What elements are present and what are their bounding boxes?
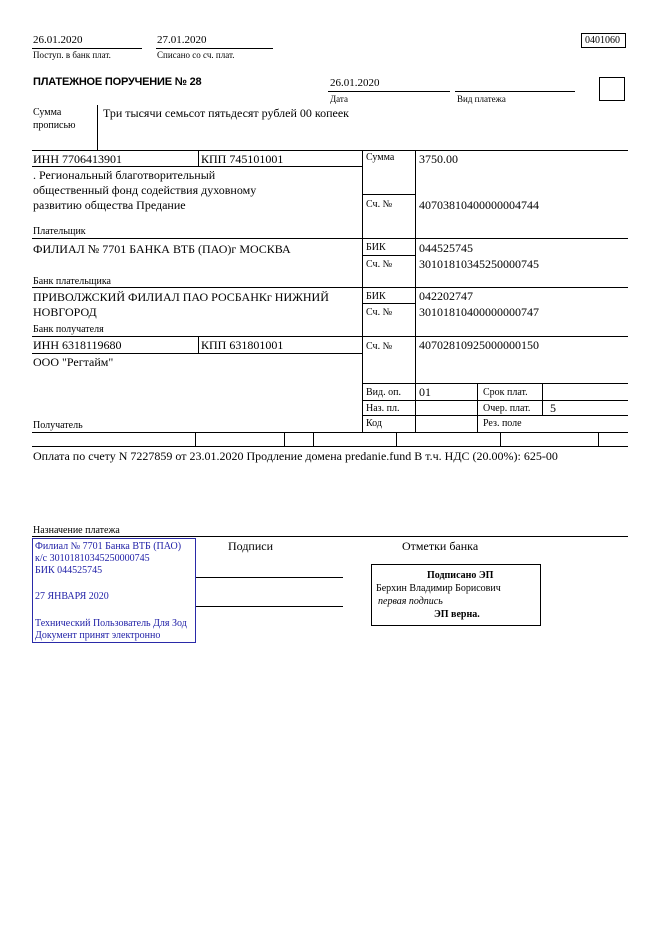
ep-title: Подписано ЭП	[427, 570, 494, 581]
payer-account-label: Сч. №	[366, 199, 393, 210]
sum-label: Сумма	[366, 152, 395, 163]
ocher-plat: 5	[550, 401, 556, 415]
stamp-line-3: БИК 044525745	[35, 565, 103, 576]
payer-kpp: КПП 745101001	[201, 152, 284, 166]
ep-signature-stamp	[371, 564, 541, 626]
purpose-label: Назначение платежа	[33, 525, 120, 536]
bank-acceptance-stamp	[32, 538, 196, 643]
payee-inn: ИНН 6318119680	[33, 338, 122, 352]
ocher-plat-label: Очер. плат.	[483, 403, 531, 414]
ep-signer-role: первая подпись	[378, 596, 443, 607]
vid-op: 01	[419, 385, 431, 399]
naz-pl-label: Наз. пл.	[366, 403, 400, 414]
ep-signer-name: Берхин Владимир Борисович	[376, 583, 501, 594]
payer-name-line-2: общественный фонд содействия духовному	[33, 183, 257, 197]
payee-label: Получатель	[33, 420, 83, 431]
signatures-label: Подписи	[228, 539, 274, 553]
stamp-line-1: Филиал № 7701 Банка ВТБ (ПАО)	[35, 541, 182, 552]
payee-name: ООО "Регтайм"	[33, 355, 114, 369]
payment-type-label: Вид платежа	[457, 94, 506, 104]
payee-bank-bik-label: БИК	[366, 291, 386, 302]
vid-op-label: Вид. оп.	[366, 387, 401, 398]
date-debited-label: Списано со сч. плат.	[157, 50, 235, 60]
payee-account: 40702810925000000150	[419, 338, 539, 352]
payee-bank-name-line-2: НОВГОРОД	[33, 305, 97, 319]
payee-bank-name-line-1: ПРИВОЛЖСКИЙ ФИЛИАЛ ПАО РОСБАНКг НИЖНИЙ	[33, 290, 329, 304]
payer-bank-account-label: Сч. №	[366, 259, 393, 270]
payer-label: Плательщик	[33, 226, 86, 237]
payer-bank-bik-label: БИК	[366, 242, 386, 253]
payer-name-line-3: развитию общества Предание	[33, 198, 186, 212]
date-debited: 27.01.2020	[157, 34, 207, 46]
document-date: 26.01.2020	[330, 77, 380, 89]
form-code: 0401060	[585, 35, 620, 46]
payee-account-label: Сч. №	[366, 341, 393, 352]
kod-label: Код	[366, 418, 382, 429]
stamp-line-6: Документ принят электронно	[35, 630, 161, 641]
payer-bank-account: 30101810345250000745	[419, 257, 539, 271]
rez-pole-label: Рез. поле	[483, 418, 522, 429]
payee-bank-account: 30101810400000000747	[419, 305, 539, 319]
payer-bank-label: Банк плательщика	[33, 276, 111, 287]
sum-value: 3750.00	[419, 152, 458, 166]
payer-name-line-1: . Региональный благотворительный	[33, 168, 216, 182]
payer-bank-name: ФИЛИАЛ № 7701 БАНКА ВТБ (ПАО)г МОСКВА	[33, 242, 291, 256]
payee-kpp: КПП 631801001	[201, 338, 284, 352]
srok-plat-label: Срок плат.	[483, 387, 528, 398]
bank-marks-label: Отметки банка	[402, 539, 479, 553]
payer-bank-bik: 044525745	[419, 241, 473, 255]
date-received: 26.01.2020	[33, 34, 83, 46]
payee-bank-label: Банк получателя	[33, 324, 104, 335]
payment-type-box	[599, 77, 625, 101]
stamp-date: 27 ЯНВАРЯ 2020	[35, 591, 109, 602]
payee-bank-account-label: Сч. №	[366, 307, 393, 318]
document-date-label: Дата	[330, 94, 348, 104]
date-received-label: Поступ. в банк плат.	[33, 50, 111, 60]
amount-words-value: Три тысячи семьсот пятьдесят рублей 00 копеек	[103, 106, 350, 120]
purpose-text: Оплата по счету N 7227859 от 23.01.2020 Продление домена predanie.fund В т.ч. НДС (20.00%): 625-00	[33, 449, 558, 463]
payee-bank-bik: 042202747	[419, 289, 473, 303]
stamp-line-5: Технический Пользователь Для Зод	[35, 618, 187, 629]
amount-words-label-1: Сумма	[33, 107, 62, 118]
payer-account: 40703810400000004744	[419, 198, 539, 212]
form-code-box	[581, 33, 626, 48]
stamp-line-2: к/с 30101810345250000745	[35, 553, 150, 564]
ep-status: ЭП верна.	[434, 609, 480, 620]
amount-words-label-2: прописью	[33, 120, 76, 131]
payer-inn: ИНН 7706413901	[33, 152, 122, 166]
document-title: ПЛАТЕЖНОЕ ПОРУЧЕНИЕ № 28	[33, 76, 202, 88]
